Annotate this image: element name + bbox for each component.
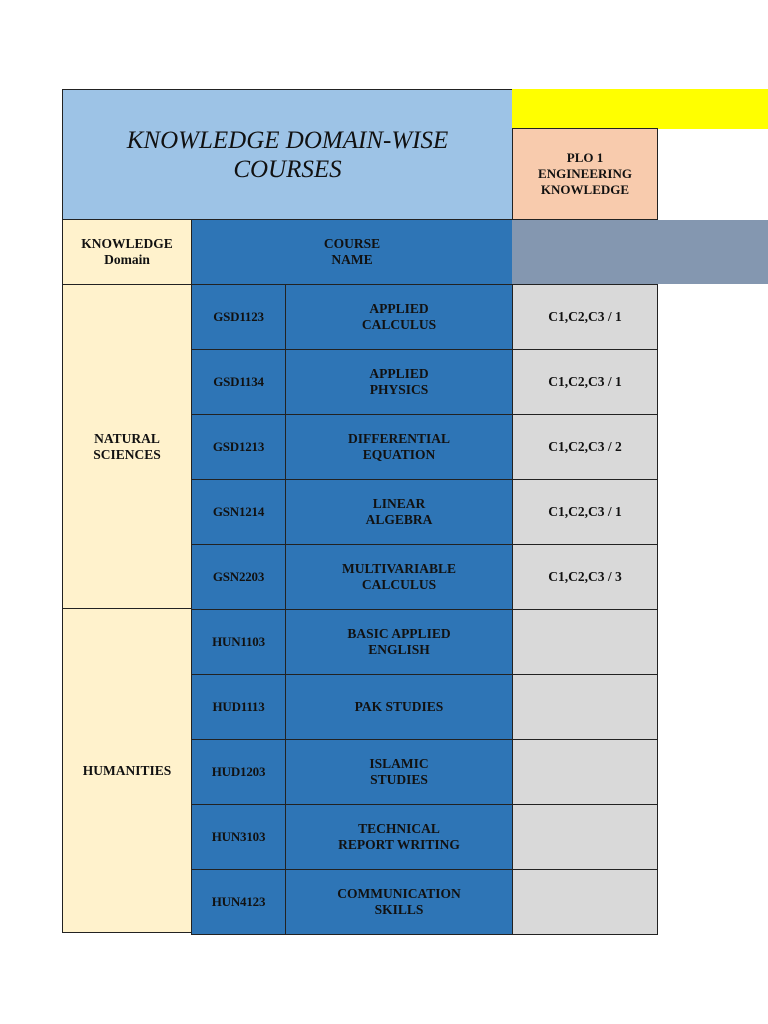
plo-mapping: C1,C2,C3 / 1 (512, 284, 658, 350)
course-name: ISLAMIC STUDIES (285, 739, 513, 805)
yellow-highlight-band (512, 89, 768, 129)
table-title: KNOWLEDGE DOMAIN-WISE COURSES (62, 89, 513, 220)
course-name: COMMUNICATION SKILLS (285, 869, 513, 935)
plo-mapping (512, 804, 658, 870)
course-code: HUN4123 (191, 869, 286, 935)
course-code: HUN1103 (191, 609, 286, 675)
knowledge-domain-header: KNOWLEDGE Domain (62, 219, 192, 285)
course-name: DIFFERENTIAL EQUATION (285, 414, 513, 480)
course-name: LINEAR ALGEBRA (285, 479, 513, 545)
plo-mapping: C1,C2,C3 / 1 (512, 479, 658, 545)
domain-natural-sciences: NATURAL SCIENCES (62, 284, 192, 609)
domain-humanities: HUMANITIES (62, 608, 192, 933)
course-code: GSN2203 (191, 544, 286, 610)
course-code: GSD1134 (191, 349, 286, 415)
course-code: GSD1123 (191, 284, 286, 350)
plo-header: PLO 1 ENGINEERING KNOWLEDGE (512, 128, 658, 220)
course-name: APPLIED CALCULUS (285, 284, 513, 350)
course-name-header: COURSE NAME (191, 219, 513, 285)
plo-header-band (512, 220, 768, 284)
course-code: HUN3103 (191, 804, 286, 870)
course-name: PAK STUDIES (285, 674, 513, 740)
course-name: MULTIVARIABLE CALCULUS (285, 544, 513, 610)
plo-mapping (512, 609, 658, 675)
course-name: TECHNICAL REPORT WRITING (285, 804, 513, 870)
plo-mapping (512, 674, 658, 740)
course-code: HUD1113 (191, 674, 286, 740)
plo-mapping: C1,C2,C3 / 1 (512, 349, 658, 415)
plo-mapping (512, 739, 658, 805)
course-name: BASIC APPLIED ENGLISH (285, 609, 513, 675)
plo-mapping: C1,C2,C3 / 2 (512, 414, 658, 480)
course-code: GSD1213 (191, 414, 286, 480)
course-name: APPLIED PHYSICS (285, 349, 513, 415)
course-code: GSN1214 (191, 479, 286, 545)
plo-mapping: C1,C2,C3 / 3 (512, 544, 658, 610)
plo-mapping (512, 869, 658, 935)
course-code: HUD1203 (191, 739, 286, 805)
